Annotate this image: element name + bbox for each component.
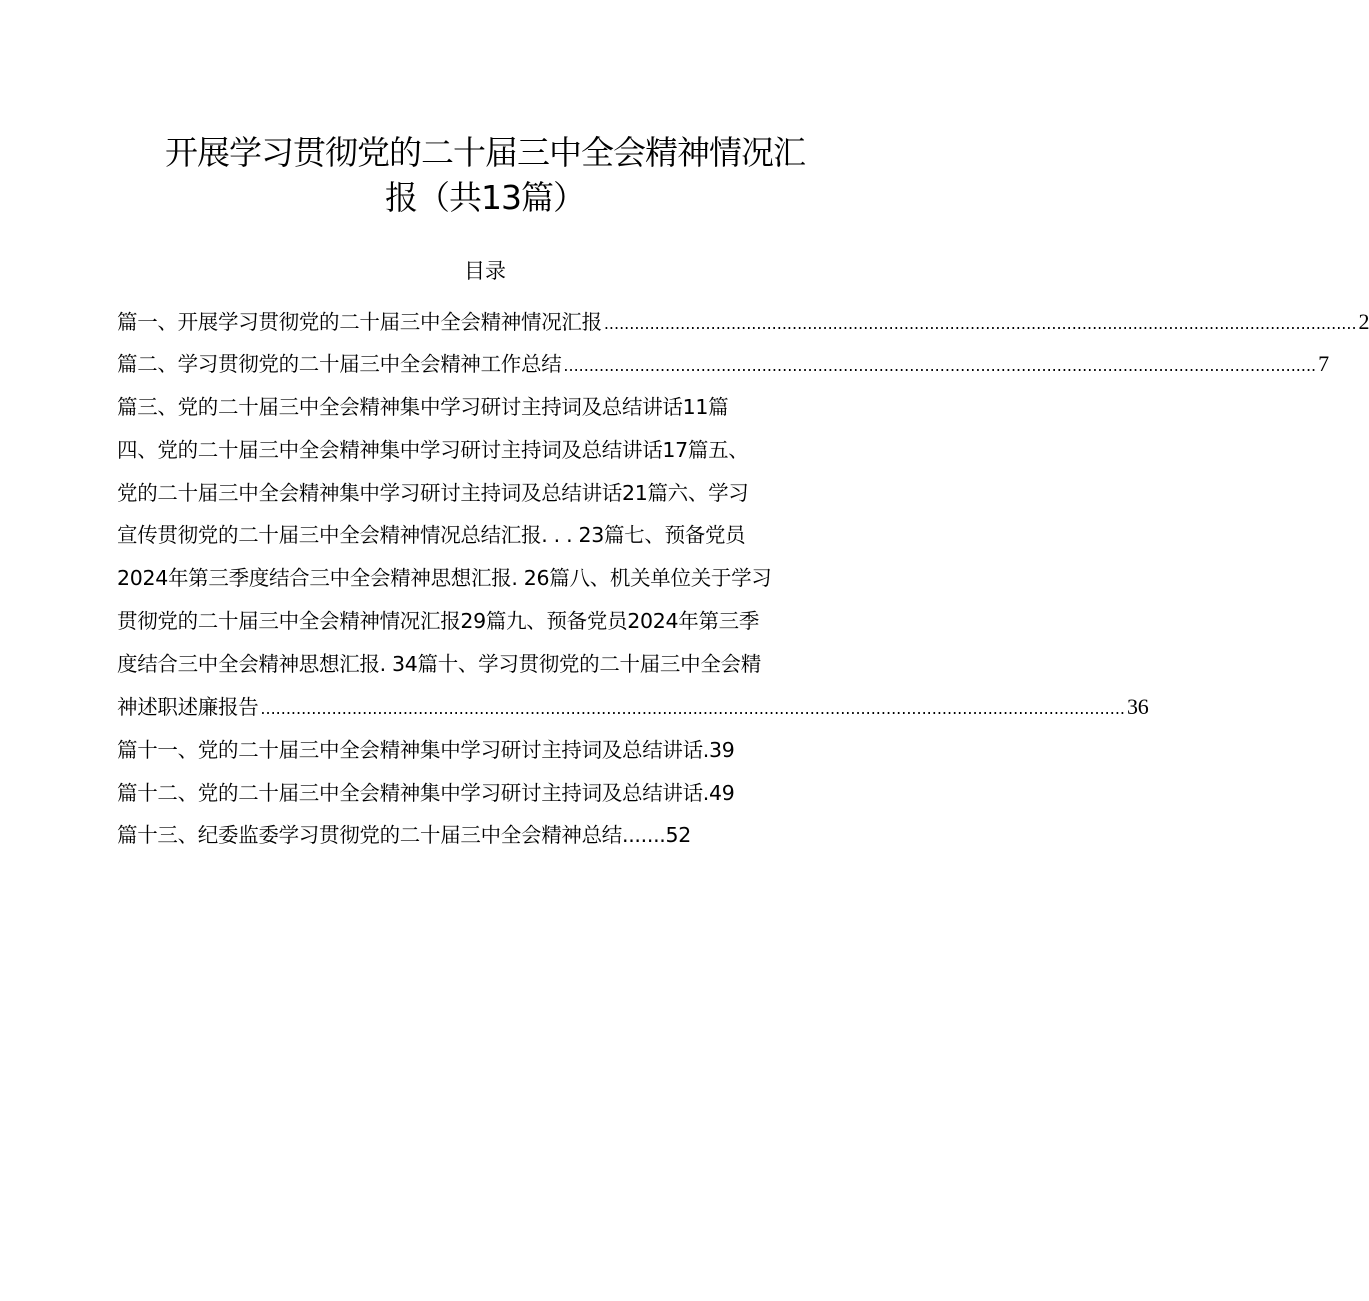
toc-entry-title: 篇一、开展学习贯彻党的二十届三中全会精神情况汇报 — [117, 310, 602, 334]
document-title-line-1: 开展学习贯彻党的二十届三中全会精神情况汇 — [165, 133, 805, 172]
toc-line[interactable]: 篇十一、党的二十届三中全会精神集中学习研讨主持词及总结讲话.39 — [117, 738, 735, 762]
toc-line[interactable]: 篇三、党的二十届三中全会精神集中学习研讨主持词及总结讲话11篇 — [117, 395, 729, 419]
toc-entry-title: 篇二、学习贯彻党的二十届三中全会精神工作总结 — [117, 352, 562, 376]
toc-page-number: 2 — [1358, 309, 1369, 334]
toc-entry[interactable] — [117, 306, 1369, 338]
toc-entry[interactable] — [117, 691, 1149, 723]
toc-line[interactable]: 党的二十届三中全会精神集中学习研讨主持词及总结讲话21篇六、学习 — [117, 481, 749, 505]
toc-line[interactable]: 篇十二、党的二十届三中全会精神集中学习研讨主持词及总结讲话.49 — [117, 781, 735, 805]
toc-entry[interactable] — [117, 348, 1329, 380]
toc-dot-leader: .................................................................................................................................................... — [563, 356, 1317, 375]
toc-line[interactable]: 2024年第三季度结合三中全会精神思想汇报. 26篇八、机关单位关于学习 — [117, 566, 772, 590]
toc-line[interactable]: 贯彻党的二十届三中全会精神情况汇报29篇九、预备党员2024年第三季 — [117, 609, 760, 633]
toc-page-number: 7 — [1318, 351, 1329, 376]
toc-line[interactable]: 宣传贯彻党的二十届三中全会精神情况总结汇报. . . 23篇七、预备党员 — [117, 523, 746, 547]
toc-dot-leader: .......................................................................................................................................................................... — [260, 699, 1126, 718]
toc-line[interactable]: 篇十三、纪委监委学习贯彻党的二十届三中全会精神总结.......52 — [117, 823, 691, 847]
toc-entry-title: 神述职述廉报告 — [117, 695, 259, 719]
toc-page-number: 36 — [1127, 694, 1149, 719]
toc-line[interactable]: 度结合三中全会精神思想汇报. 34篇十、学习贯彻党的二十届三中全会精 — [117, 652, 761, 676]
toc-dot-leader: .................................................................................................................................................... — [603, 314, 1357, 333]
document-title-line-2: 报（共13篇） — [385, 178, 585, 217]
toc-line[interactable]: 四、党的二十届三中全会精神集中学习研讨主持词及总结讲话17篇五、 — [117, 438, 749, 462]
toc-heading: 目录 — [464, 259, 506, 283]
